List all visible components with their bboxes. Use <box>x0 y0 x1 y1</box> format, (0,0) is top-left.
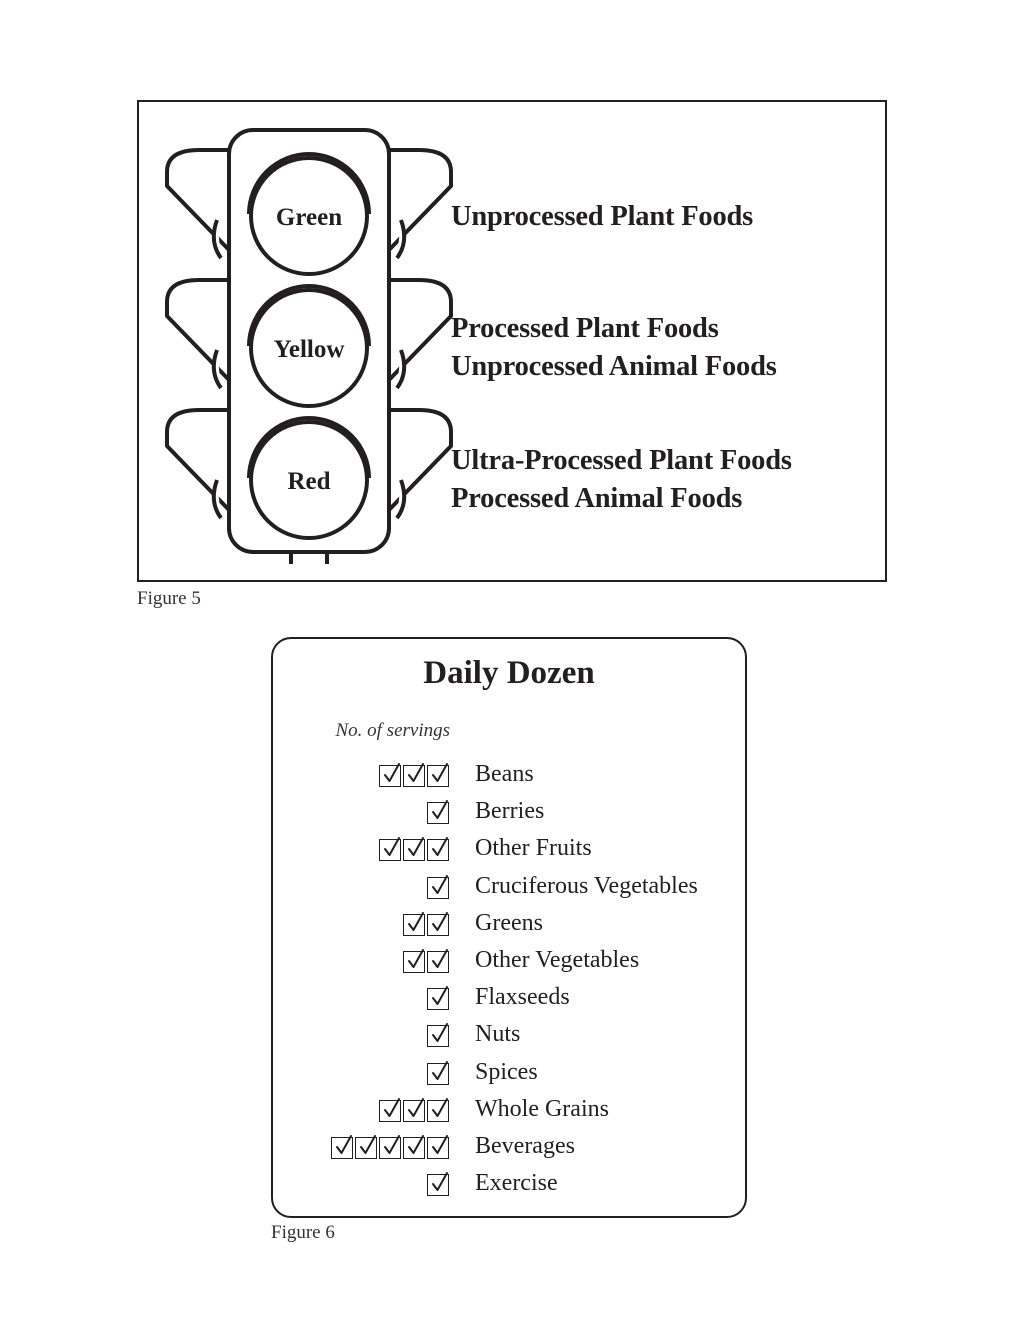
figure-5-caption: Figure 5 <box>137 588 201 609</box>
green-light-label: Green <box>275 204 343 231</box>
yellow-category <box>451 310 777 386</box>
checked-checkbox-icon[interactable] <box>403 765 425 787</box>
checked-checkbox-icon[interactable] <box>403 839 425 861</box>
servings-checkboxes <box>427 988 449 1010</box>
checked-checkbox-icon[interactable] <box>379 839 401 861</box>
checked-checkbox-icon[interactable] <box>379 1137 401 1159</box>
item-label: Cruciferous Vegetables <box>475 872 698 899</box>
figure-6-caption: Figure 6 <box>271 1222 335 1243</box>
servings-checkboxes <box>403 951 449 973</box>
green-category <box>451 198 753 236</box>
checked-checkbox-icon[interactable] <box>427 802 449 824</box>
servings-checkboxes <box>427 1174 449 1196</box>
item-label: Nuts <box>475 1021 521 1048</box>
servings-checkboxes <box>403 914 449 936</box>
servings-checkboxes <box>331 1137 449 1159</box>
list-item <box>273 1017 745 1054</box>
item-label: Greens <box>475 909 543 936</box>
servings-checkboxes <box>427 802 449 824</box>
checked-checkbox-icon[interactable] <box>427 1174 449 1196</box>
checked-checkbox-icon[interactable] <box>379 765 401 787</box>
checked-checkbox-icon[interactable] <box>403 1100 425 1122</box>
item-label: Exercise <box>475 1170 558 1197</box>
list-item <box>273 831 745 868</box>
item-label: Flaxseeds <box>475 984 570 1011</box>
list-item <box>273 757 745 794</box>
servings-checkboxes <box>427 877 449 899</box>
checked-checkbox-icon[interactable] <box>427 1137 449 1159</box>
list-item <box>273 980 745 1017</box>
list-item <box>273 1055 745 1092</box>
checked-checkbox-icon[interactable] <box>331 1137 353 1159</box>
checked-checkbox-icon[interactable] <box>403 951 425 973</box>
category-line: Processed Animal Foods <box>451 483 743 514</box>
checked-checkbox-icon[interactable] <box>427 765 449 787</box>
checked-checkbox-icon[interactable] <box>427 877 449 899</box>
daily-dozen-list <box>273 757 745 1203</box>
item-label: Beans <box>475 761 534 787</box>
item-label: Other Fruits <box>475 835 592 862</box>
figure-5-panel <box>137 100 887 582</box>
servings-checkboxes <box>379 1100 449 1122</box>
checked-checkbox-icon[interactable] <box>427 839 449 861</box>
list-item <box>273 1166 745 1203</box>
red-category <box>451 442 792 518</box>
checked-checkbox-icon[interactable] <box>427 988 449 1010</box>
checked-checkbox-icon[interactable] <box>427 1063 449 1085</box>
daily-dozen-panel <box>271 637 747 1218</box>
item-label: Spices <box>475 1058 538 1085</box>
category-line: Ultra-Processed Plant Foods <box>451 445 792 476</box>
list-item <box>273 906 745 943</box>
yellow-light-label: Yellow <box>273 336 345 363</box>
item-label: Whole Grains <box>475 1095 609 1122</box>
servings-column-label: No. of servings <box>335 720 450 741</box>
category-line: Unprocessed Plant Foods <box>451 201 754 232</box>
checked-checkbox-icon[interactable] <box>379 1100 401 1122</box>
daily-dozen-title: Daily Dozen <box>423 655 595 691</box>
servings-checkboxes <box>427 1063 449 1085</box>
list-item <box>273 1092 745 1129</box>
servings-checkboxes <box>427 1025 449 1047</box>
list-item <box>273 794 745 831</box>
servings-checkboxes <box>379 765 449 787</box>
category-line: Unprocessed Animal Foods <box>451 351 777 382</box>
item-label: Other Vegetables <box>475 946 640 973</box>
item-label: Berries <box>475 798 545 825</box>
checked-checkbox-icon[interactable] <box>403 1137 425 1159</box>
red-light-label: Red <box>287 468 331 495</box>
list-item <box>273 943 745 980</box>
checked-checkbox-icon[interactable] <box>427 1025 449 1047</box>
checked-checkbox-icon[interactable] <box>427 951 449 973</box>
item-label: Beverages <box>475 1132 575 1159</box>
category-line: Processed Plant Foods <box>451 313 719 344</box>
checked-checkbox-icon[interactable] <box>427 914 449 936</box>
list-item <box>273 869 745 906</box>
checked-checkbox-icon[interactable] <box>355 1137 377 1159</box>
list-item <box>273 1129 745 1166</box>
checked-checkbox-icon[interactable] <box>403 914 425 936</box>
checked-checkbox-icon[interactable] <box>427 1100 449 1122</box>
servings-checkboxes <box>379 839 449 861</box>
